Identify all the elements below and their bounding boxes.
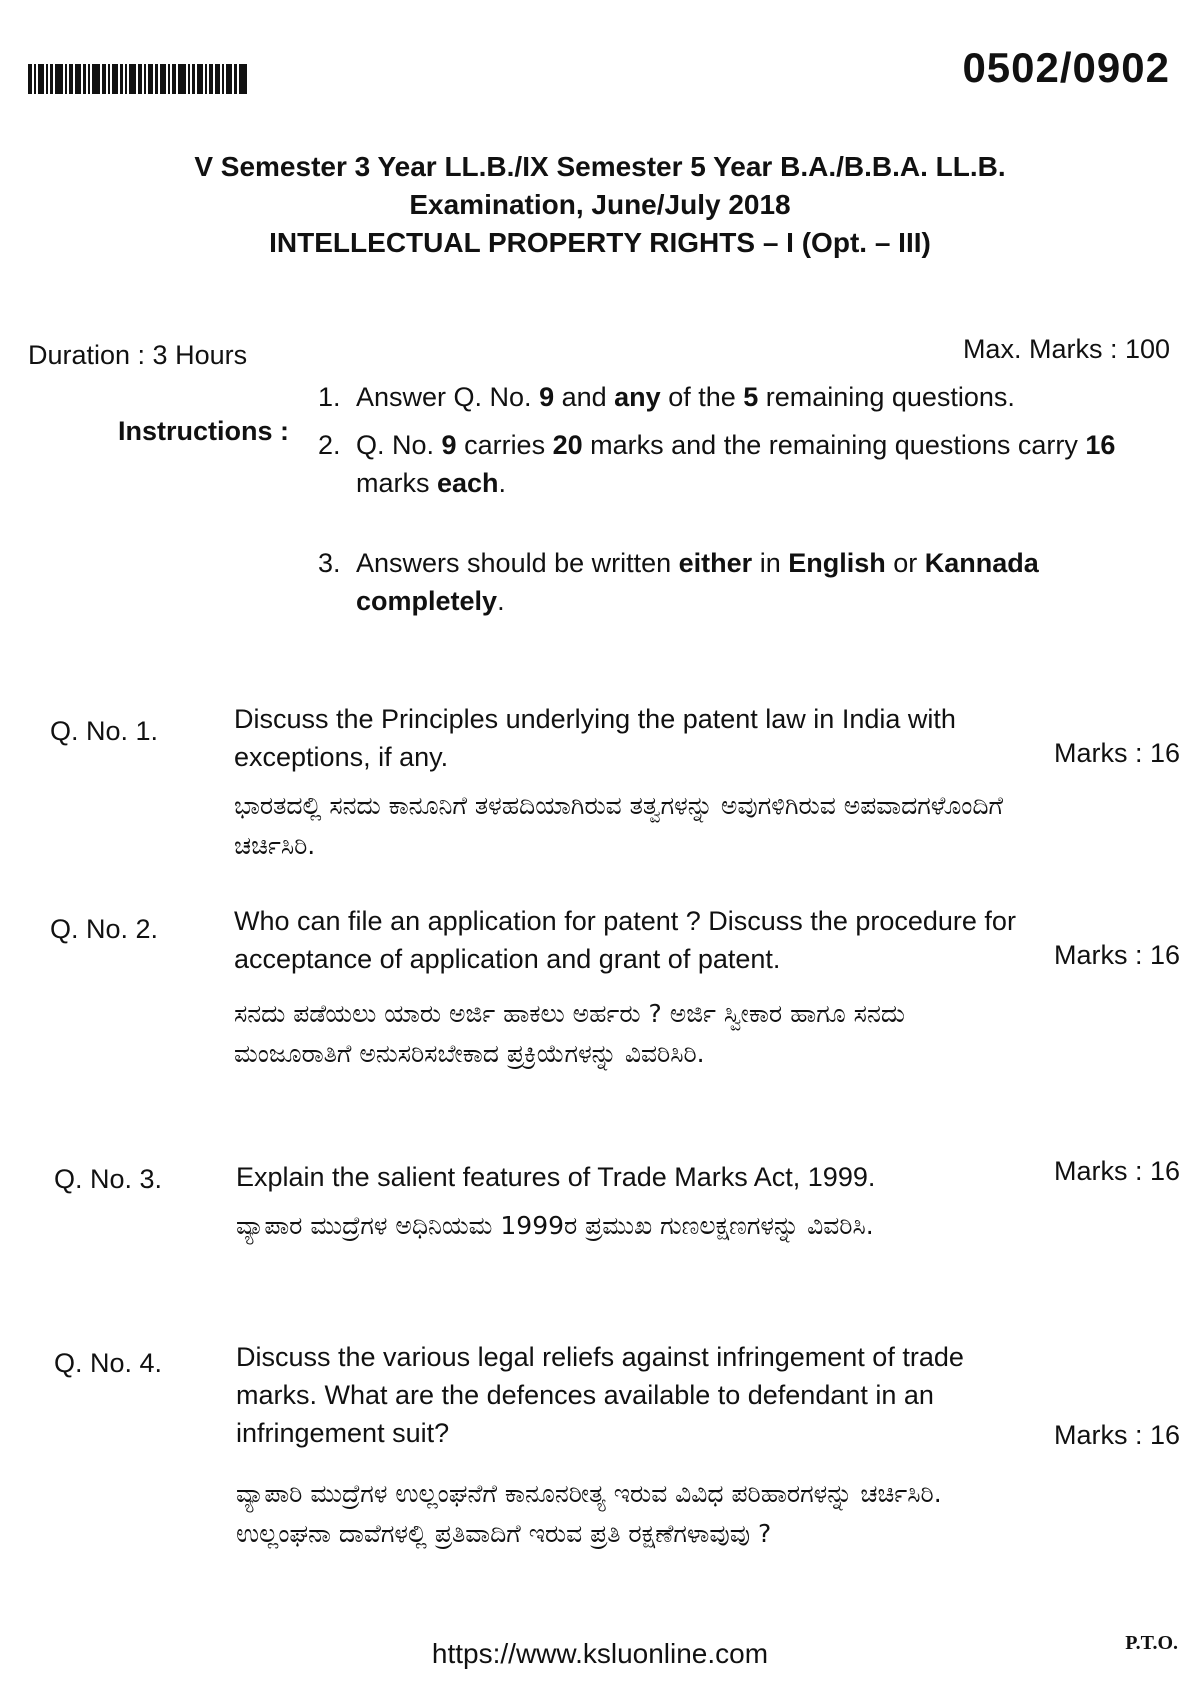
instruction-text: Q. No. 9 carries 20 marks and the remaining questions carry 16 marks each.: [356, 430, 1116, 498]
footer-url: https://www.ksluonline.com: [431, 1638, 769, 1669]
instruction-number: 1.: [318, 382, 341, 412]
barcode-bar: [55, 64, 63, 94]
question-text-kannada: ವ್ಯಾಪಾರ ಮುದ್ರೆಗಳ ಅಧಿನಿಯಮ 1999ರ ಪ್ರಮುಖ ಗುಣಲಕ್ಷಣಗಳನ್ನು ವಿವರಿಸಿ.: [236, 1211, 874, 1240]
barcode-bar: [205, 64, 207, 94]
instruction-item-2: [318, 426, 1118, 506]
barcode-bar: [160, 64, 166, 94]
barcode-bar: [92, 64, 100, 94]
barcode-bar: [34, 64, 36, 94]
barcode-bar: [65, 64, 67, 94]
barcode-bar: [209, 64, 213, 94]
exam-title-line1: V Semester 3 Year LL.B./IX Semester 5 Year B.A./B.B.A. LL.B.: [194, 151, 1006, 182]
duration-text: Duration : 3 Hours: [28, 340, 248, 370]
exam-header: [0, 148, 1200, 262]
barcode-bar: [172, 64, 176, 94]
barcode: [28, 64, 288, 94]
barcode-bar: [69, 64, 73, 94]
barcode-bar: [129, 64, 136, 94]
barcode-bar: [138, 64, 142, 94]
question-text-kannada: ಭಾರತದಲ್ಲಿ ಸನದು ಕಾನೂನಿಗೆ ತಳಹದಿಯಾಗಿರುವ ತತ್ವಗಳನ್ನು ಅವುಗಳಿಗಿರುವ ಅಪವಾದಗಳೊಂದಿಗೆ ಚರ್ಚಿಸಿರಿ.: [234, 791, 1004, 860]
instruction-text: Answer Q. No. 9 and any of the 5 remaining questions.: [356, 382, 1015, 412]
barcode-bar: [46, 64, 48, 94]
barcode-bar: [239, 64, 247, 94]
barcode-bar: [102, 64, 106, 94]
exam-title-line2: Examination, June/July 2018: [409, 189, 791, 220]
pto-label: P.T.O.: [1125, 1632, 1178, 1654]
max-marks-text: Max. Marks : 100: [962, 334, 1170, 364]
barcode-bar: [83, 64, 86, 94]
question-marks: Marks : 16: [1053, 738, 1180, 768]
barcode-bar: [88, 64, 90, 94]
barcode-bar: [188, 64, 190, 94]
barcode-bar: [144, 64, 146, 94]
instruction-item-1: [318, 378, 1118, 418]
question-text-english: Discuss the various legal reliefs against infringement of trade marks. What are the defences available to defendant in an infringement suit?: [236, 1342, 964, 1448]
question-number: Q. No. 3.: [54, 1164, 163, 1194]
question-text-english: Explain the salient features of Trade Marks Act, 1999.: [236, 1162, 876, 1192]
question-marks: Marks : 16: [1053, 940, 1180, 970]
barcode-bar: [226, 64, 232, 94]
instruction-item-3: [318, 544, 1118, 624]
paper-code: 0502/0902: [962, 44, 1170, 91]
question-number: Q. No. 1.: [50, 716, 159, 746]
barcode-bar: [108, 64, 110, 94]
barcode-bar: [50, 64, 53, 94]
barcode-bar: [75, 64, 81, 94]
barcode-bar: [192, 64, 195, 94]
instruction-number: 3.: [318, 548, 341, 578]
barcode-bar: [28, 64, 32, 94]
question-number: Q. No. 4.: [54, 1348, 163, 1378]
exam-subject-title: INTELLECTUAL PROPERTY RIGHTS – I (Opt. – III): [269, 227, 931, 258]
barcode-bar: [168, 64, 170, 94]
barcode-bar: [178, 64, 186, 94]
instruction-text: Answers should be written either in English or Kannada completely.: [356, 548, 1039, 616]
barcode-bar: [222, 64, 224, 94]
question-text-kannada: ವ್ಯಾಪಾರಿ ಮುದ್ರೆಗಳ ಉಲ್ಲಂಘನೆಗೆ ಕಾನೂನರೀತ್ಯ ಇರುವ ವಿವಿಧ ಪರಿಹಾರಗಳನ್ನು ಚರ್ಚಿಸಿರಿ. ಉಲ್ಲಂಘನಾ ದಾವೆಗಳಲ್ಲಿ ಪ್ರತಿವಾದಿಗೆ ಇರುವ ಪ್ರತಿ ರಕ್ಷಣೆಗಳಾವುವು ?: [236, 1479, 942, 1548]
barcode-bar: [197, 64, 203, 94]
question-text-kannada: ಸನದು ಪಡೆಯಲು ಯಾರು ಅರ್ಜಿ ಹಾಕಲು ಅರ್ಹರು ? ಅರ್ಜಿ ಸ್ವೀಕಾರ ಹಾಗೂ ಸನದು ಮಂಜೂರಾತಿಗೆ ಅನುಸರಿಸಬೇಕಾದ ಪ್ರಕ್ರಿಯೆಗಳನ್ನು ವಿವರಿಸಿರಿ.: [234, 999, 905, 1068]
barcode-bar: [120, 64, 123, 94]
barcode-bar: [148, 64, 153, 94]
barcode-bar: [38, 64, 44, 94]
question-text-english: Who can file an application for patent ? Discuss the procedure for acceptance of application and grant of patent.: [234, 906, 1016, 974]
barcode-bar: [234, 64, 237, 94]
question-number: Q. No. 2.: [50, 914, 159, 944]
barcode-bar: [125, 64, 127, 94]
question-marks: Marks : 16: [1053, 1156, 1180, 1186]
instructions-label: Instructions :: [118, 416, 290, 446]
barcode-bar: [112, 64, 118, 94]
barcode-bar: [155, 64, 158, 94]
instruction-number: 2.: [318, 430, 341, 460]
question-text-english: Discuss the Principles underlying the patent law in India with exceptions, if any.: [234, 704, 956, 772]
barcode-bar: [215, 64, 220, 94]
question-marks: Marks : 16: [1053, 1420, 1180, 1450]
